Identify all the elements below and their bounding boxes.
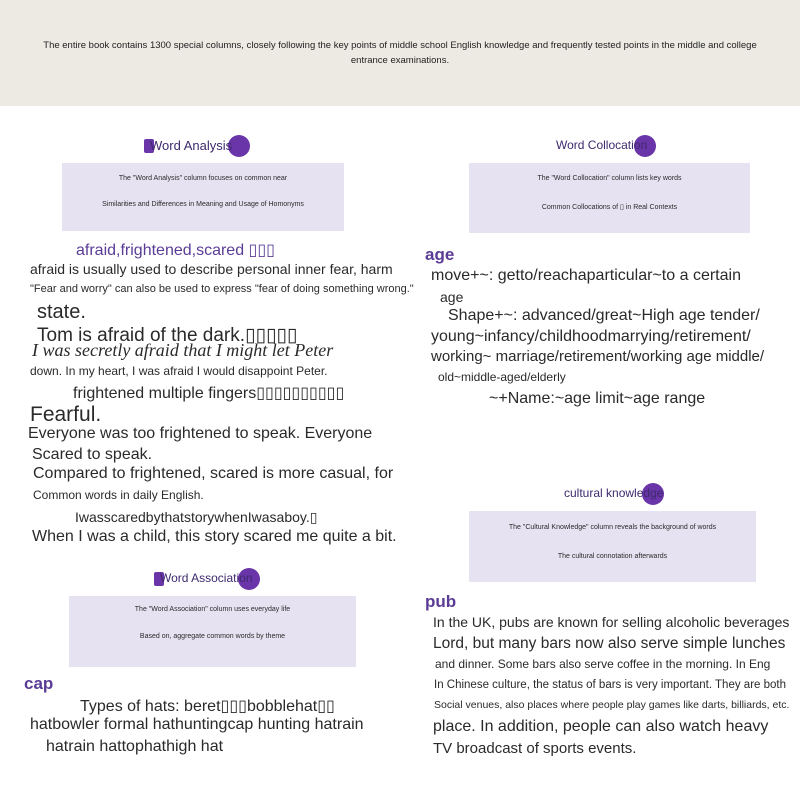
word-association-line: hatrain hattophathigh hat xyxy=(46,738,224,755)
word-analysis-line: afraid is usually used to describe personal inner fear, harm xyxy=(30,261,393,277)
word-analysis-line: Scared to speak. xyxy=(32,446,153,463)
word-analysis-line: Compared to frightened, scared is more casual, for xyxy=(33,465,394,482)
word-collocation-line: old~middle-aged/elderly xyxy=(438,370,566,384)
cultural-knowledge-box-line-2: The cultural connotation afterwards xyxy=(557,553,668,560)
word-collocation-box xyxy=(469,163,750,233)
word-analysis-line: Common words in daily English. xyxy=(33,488,204,502)
word-association-keyword: cap xyxy=(24,674,54,693)
word-collocation-heading: Word Collocation xyxy=(556,138,647,152)
word-analysis-line: Tom is afraid of the dark.▯▯▯▯▯ xyxy=(37,325,298,346)
cultural-knowledge-line: Lord, but many bars now also serve simple lunches xyxy=(433,635,786,652)
word-analysis-box xyxy=(62,163,344,231)
banner-text: The entire book contains 1300 special columns, closely following the key points of middle school English knowledge and frequently tested points in the middle and college entrance examinations. xyxy=(43,40,757,66)
word-analysis-example: I was secretly afraid that I might let Peter xyxy=(32,340,334,360)
word-collocation-line: Shape+~: advanced/great~High age tender/ xyxy=(448,307,760,324)
word-collocation-line: working~ marriage/retirement/working age middle/ xyxy=(431,348,765,365)
word-collocation-line: age xyxy=(440,289,464,305)
word-analysis-keyword: afraid,frightened,scared ▯▯▯ xyxy=(76,242,275,259)
word-analysis-line: When I was a child, this story scared me quite a bit. xyxy=(32,528,397,545)
word-analysis-line: "Fear and worry" can also be used to express "fear of doing something wrong." xyxy=(30,283,414,295)
word-analysis-heading: Word Analysis xyxy=(150,138,232,153)
word-analysis-line: state. xyxy=(37,301,86,323)
word-collocation-line: young~infancy/childhoodmarrying/retirement/ xyxy=(431,328,751,345)
cultural-knowledge-line: Social venues, also places where people play games like darts, billiards, etc. xyxy=(434,699,790,711)
word-association-line: Types of hats: beret▯▯▯bobblehat▯▯ xyxy=(80,698,335,715)
word-association-box xyxy=(69,596,356,667)
word-collocation-line: ~+Name:~age limit~age range xyxy=(489,390,706,407)
cultural-knowledge-box xyxy=(469,511,756,582)
cultural-knowledge-line: In the UK, pubs are known for selling alcoholic beverages xyxy=(433,614,790,630)
cultural-knowledge-line: place. In addition, people can also watch heavy xyxy=(433,718,769,735)
word-analysis-line: Fearful. xyxy=(30,403,102,426)
word-association-box-line-2: Based on, aggregate common words by theme xyxy=(139,633,286,640)
cultural-knowledge-heading: cultural knowledge xyxy=(564,486,663,500)
cultural-knowledge-keyword: pub xyxy=(425,592,457,611)
cultural-knowledge-line: In Chinese culture, the status of bars is very important. They are both xyxy=(434,679,786,691)
cultural-knowledge-line: and dinner. Some bars also serve coffee in the morning. In Eng xyxy=(435,657,771,671)
word-analysis-box-line-1: The "Word Analysis" column focuses on common near xyxy=(118,175,288,182)
word-collocation-keyword: age xyxy=(425,245,455,264)
word-association-line: hatbowler formal hathuntingcap hunting hatrain xyxy=(30,716,364,733)
word-association-heading: Word Association xyxy=(160,571,253,585)
word-collocation-line: move+~: getto/reachaparticular~to a certain xyxy=(431,267,741,284)
word-analysis-line: IwasscaredbythatstorywhenIwasaboy.▯ xyxy=(75,509,318,525)
word-collocation-box-line-2: Common Collocations of ▯ in Real Contexts xyxy=(541,204,678,211)
top-banner xyxy=(0,0,800,106)
word-association-box-line-1: The "Word Association" column uses everyday life xyxy=(134,606,291,613)
word-analysis-line: down. In my heart, I was afraid I would disappoint Peter. xyxy=(30,364,328,378)
cultural-knowledge-box-line-1: The "Cultural Knowledge" column reveals the background of words xyxy=(508,524,717,531)
word-analysis-line: frightened multiple fingers▯▯▯▯▯▯▯▯▯▯ xyxy=(73,385,345,402)
word-analysis-line: Everyone was too frightened to speak. Everyone xyxy=(28,425,373,442)
word-collocation-box-line-1: The "Word Collocation" column lists key words xyxy=(537,175,682,182)
word-analysis-box-line-2: Similarities and Differences in Meaning and Usage of Homonyms xyxy=(102,201,304,208)
cultural-knowledge-line: TV broadcast of sports events. xyxy=(433,740,637,757)
